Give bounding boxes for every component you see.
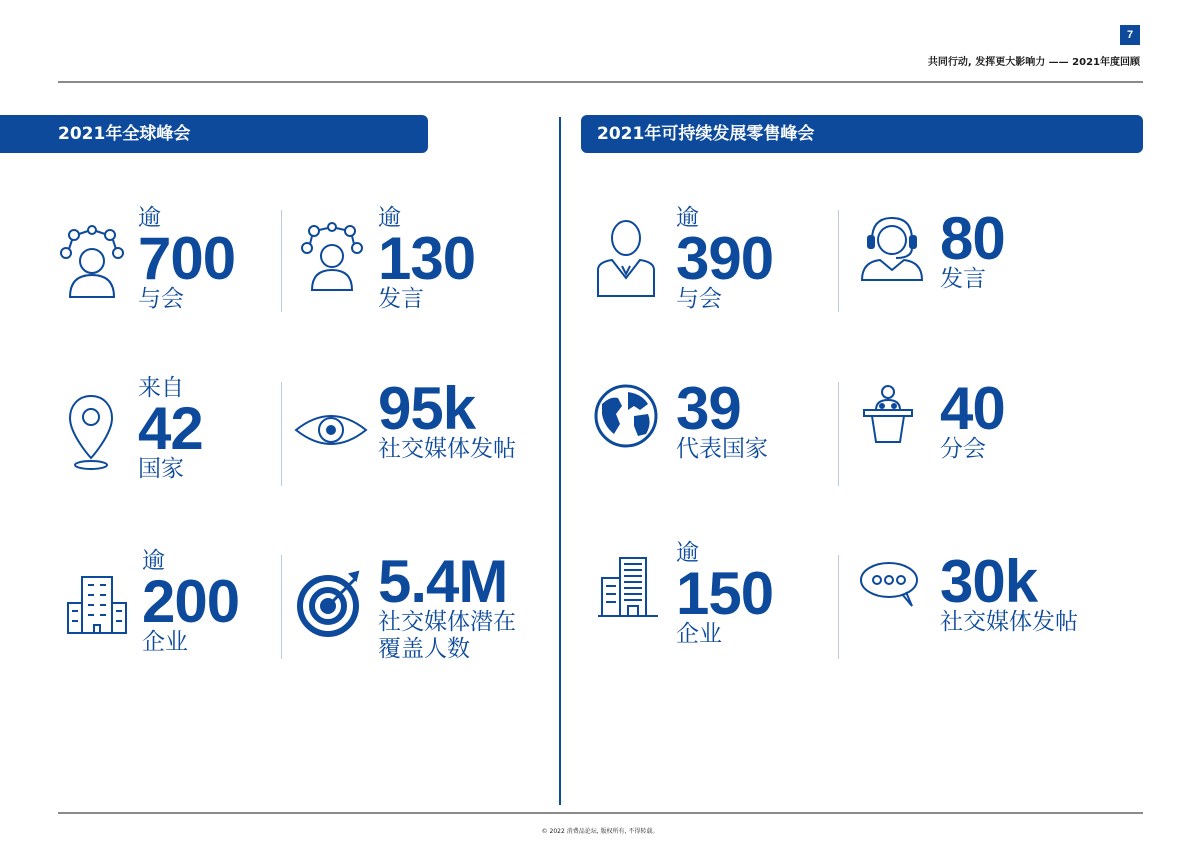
- location-pin-icon: [66, 393, 116, 473]
- stat-value: 40: [940, 375, 1005, 442]
- headset-agent-icon: [858, 214, 926, 282]
- stat-label: 分会: [940, 436, 986, 462]
- stat-label: 代表国家: [676, 436, 768, 462]
- speech-bubble-icon: [858, 560, 920, 610]
- people-network-icon: [56, 225, 128, 301]
- stat-prefix: 来自: [138, 375, 184, 401]
- stat-value: 95k: [378, 375, 476, 442]
- eye-icon: [294, 410, 368, 450]
- stat-value: 700: [138, 225, 236, 292]
- globe-icon: [594, 384, 658, 448]
- bottom-rule: [58, 812, 1143, 814]
- stat-value: 5.4M: [378, 548, 508, 615]
- stat-social-posts: [940, 548, 1078, 636]
- stat-label: 与会: [138, 286, 184, 312]
- divider: [838, 382, 839, 486]
- stat-countries: [138, 375, 203, 483]
- stat-prefix: 逾: [138, 205, 161, 231]
- speaker-network-icon: [298, 222, 366, 294]
- stat-value: 42: [138, 395, 203, 462]
- stat-companies: [676, 540, 773, 648]
- stat-value: 150: [676, 560, 774, 627]
- stat-sessions: [940, 375, 1005, 463]
- header-title: 共同行动, 发挥更大影响力 —— 2021年度回顾: [927, 57, 1140, 68]
- stat-prefix: 逾: [378, 205, 401, 231]
- divider: [281, 382, 282, 486]
- stat-label-line2: 覆盖人数: [378, 636, 470, 662]
- stat-label: 企业: [142, 629, 188, 655]
- stat-prefix: 逾: [142, 548, 165, 574]
- divider: [838, 555, 839, 659]
- stat-companies: [142, 548, 239, 656]
- stat-attendees: [676, 205, 773, 313]
- stat-label: 企业: [676, 621, 722, 647]
- page-number: 7: [1120, 25, 1140, 45]
- stat-value: 39: [676, 375, 741, 442]
- office-building-icon: [596, 554, 660, 618]
- target-icon: [296, 570, 364, 638]
- divider: [281, 555, 282, 659]
- stat-label: 社交媒体潜在: [378, 609, 516, 635]
- stat-value: 80: [940, 205, 1005, 272]
- stat-speakers: [940, 205, 1005, 293]
- stat-label: 社交媒体发帖: [378, 436, 516, 462]
- center-divider: [559, 117, 561, 805]
- divider: [281, 210, 282, 312]
- stat-label: 发言: [378, 286, 424, 312]
- stat-social-posts: [378, 375, 516, 463]
- stat-prefix: 逾: [676, 540, 699, 566]
- stat-value: 30k: [940, 548, 1038, 615]
- stat-value: 130: [378, 225, 476, 292]
- copyright: © 2022 消费品论坛, 版权所有, 不得转载。: [541, 828, 659, 835]
- stat-social-reach: [378, 548, 516, 663]
- stat-value: 390: [676, 225, 774, 292]
- businessperson-icon: [594, 218, 658, 298]
- stat-value: 200: [142, 568, 240, 635]
- buildings-icon: [66, 573, 128, 635]
- stat-prefix: 逾: [676, 205, 699, 231]
- stat-label: 与会: [676, 286, 722, 312]
- podium-speaker-icon: [862, 384, 914, 444]
- right-section-title: 2021年可持续发展零售峰会: [581, 115, 1143, 153]
- stat-countries: [676, 375, 768, 463]
- left-section-title: 2021年全球峰会: [0, 115, 428, 153]
- stat-attendees: [138, 205, 235, 313]
- stat-label: 国家: [138, 456, 184, 482]
- stat-label: 发言: [940, 266, 986, 292]
- top-rule: [58, 81, 1143, 83]
- stat-label: 社交媒体发帖: [940, 609, 1078, 635]
- divider: [838, 210, 839, 312]
- stat-speakers: [378, 205, 475, 313]
